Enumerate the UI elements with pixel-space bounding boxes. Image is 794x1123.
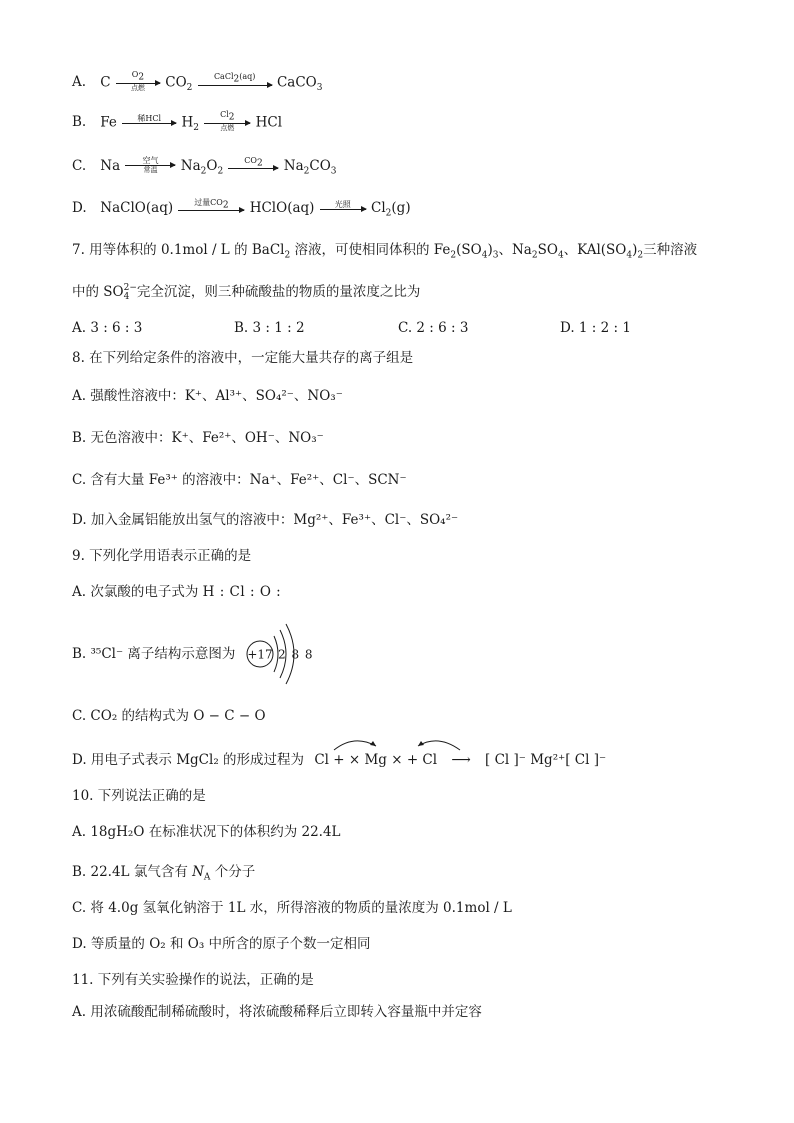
reaction-arrow: $CO_2$ [228, 156, 278, 170]
reaction-arrow: ⟶ [451, 752, 471, 768]
q9-option-d: D. 用电子式表示 MgCl₂ 的形成过程为 Cl + × Mg × + Cl ⟶ [ Cl ]⁻ Mg²⁺[ Cl ]⁻ [72, 752, 607, 768]
q6-option-d: D. NaClO(aq) 过量$CO_2$ HClO(aq) 光照 $Cl_2(g)$ [72, 197, 411, 219]
q9-option-c: C. CO₂ 的结构式为 O − C − O [72, 708, 266, 724]
q6-option-c: C. Na 空气 常温 $Na_2O_2$ $CO_2$ $Na_2CO_3$ [72, 155, 337, 177]
mgcl2-formation-left: Cl + × Mg × + Cl [314, 752, 438, 768]
q8-option-b: B. 无色溶液中：K⁺、Fe²⁺、OH⁻、NO₃⁻ [72, 430, 324, 446]
q6-option-b: B. Fe 稀HCl $H_2$ $Cl_2$ 点燃 HCl [72, 110, 283, 133]
formula-c: C [100, 74, 111, 91]
reaction-arrow: $O_2$ 点燃 [116, 70, 160, 92]
q10-option-c: C. 将 4.0g 氢氧化钠溶于 1L 水，所得溶液的物质的量浓度为 0.1mol / L [72, 900, 512, 916]
q10-option-a: A. 18gH₂O 在标准状况下的体积约为 22.4L [72, 824, 341, 840]
hclo-electron-formula: H : Cl : O : [202, 584, 282, 600]
electron-transfer-arrows [330, 734, 530, 754]
q8-stem: 8. 在下列给定条件的溶液中，一定能大量共存的离子组是 [72, 350, 414, 366]
q7-stem-line1: 7. 用等体积的 0.1mol / L 的 BaCl$_2$ 溶液，可使相同体积的 $Fe_2(SO_4)_3$、$Na_2SO_4$、$KAl(SO_4)_2$三种溶液 [72, 242, 698, 261]
mgcl2-formation-right: [ Cl ]⁻ Mg²⁺[ Cl ]⁻ [485, 752, 607, 768]
q9-option-b: B. ³⁵Cl⁻ 离子结构示意图为 [72, 646, 236, 662]
reaction-arrow: CaCl$_2$(aq) [198, 72, 272, 86]
nucleus-charge: +17 [247, 647, 273, 662]
reaction-arrow: $Cl_2$ 点燃 [204, 110, 250, 132]
q7-option-d: D. 1 : 2 : 1 [560, 320, 631, 336]
shell-electrons: 2 8 8 [278, 647, 313, 662]
q6-option-a: A. C $O_2$ 点燃 $CO_2$ CaCl$_2$(aq) CaCO$_3$ [72, 70, 323, 93]
q11-stem: 11. 下列有关实验操作的说法，正确的是 [72, 972, 314, 988]
q7-option-a: A. 3 : 6 : 3 [72, 320, 143, 336]
q8-option-c: C. 含有大量 Fe³⁺ 的溶液中：Na⁺、Fe²⁺、Cl⁻、SCN⁻ [72, 472, 407, 488]
reaction-arrow: 稀HCl [122, 114, 176, 124]
q7-stem-line2: 中的 SO 2− 4 完全沉淀，则三种硫酸盐的物质的量浓度之比为 [72, 282, 421, 302]
reaction-arrow: 过量$CO_2$ [178, 198, 244, 212]
chloride-ion-structure-diagram [244, 620, 324, 690]
q9-stem: 9. 下列化学用语表示正确的是 [72, 548, 252, 564]
q8-option-a: A. 强酸性溶液中：K⁺、Al³⁺、SO₄²⁻、NO₃⁻ [72, 388, 343, 404]
q10-stem: 10. 下列说法正确的是 [72, 788, 206, 804]
q8-option-d: D. 加入金属铝能放出氢气的溶液中：Mg²⁺、Fe³⁺、Cl⁻、SO₄²⁻ [72, 512, 459, 528]
q11-option-a: A. 用浓硫酸配制稀硫酸时，将浓硫酸稀释后立即转入容量瓶中并定容 [72, 1004, 482, 1020]
q9-option-a: A. 次氯酸的电子式为 H : Cl : O : [72, 584, 282, 600]
q10-option-b: B. 22.4L 氯气含有 $N_A$ 个分子 [72, 864, 256, 883]
q7-option-c: C. 2 : 6 : 3 [398, 320, 469, 336]
reaction-arrow: 空气 常温 [125, 156, 175, 174]
q10-option-d: D. 等质量的 O₂ 和 O₃ 中所含的原子个数一定相同 [72, 936, 371, 952]
reaction-arrow: 光照 [320, 200, 366, 210]
q7-option-b: B. 3 : 1 : 2 [234, 320, 305, 336]
